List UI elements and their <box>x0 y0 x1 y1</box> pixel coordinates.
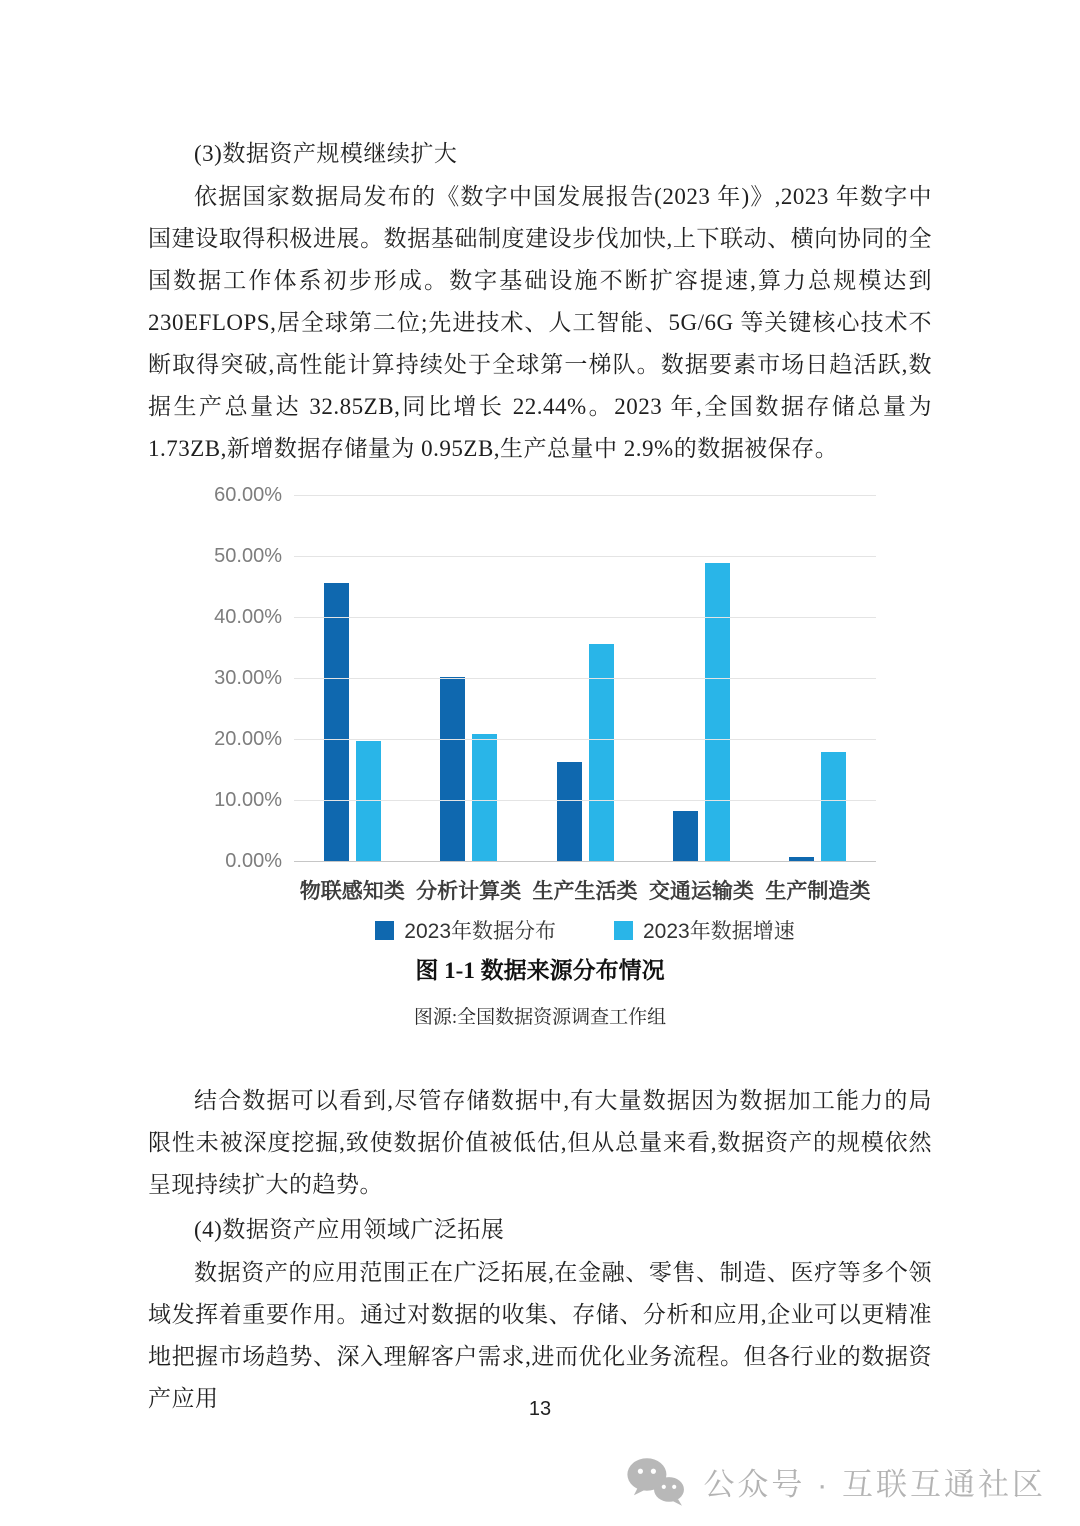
x-axis-label: 分析计算类 <box>416 880 522 903</box>
gridline <box>294 800 876 801</box>
section-heading-3: (3)数据资产规模继续扩大 <box>194 141 458 166</box>
page-number: 13 <box>528 1398 552 1420</box>
chart-legend <box>294 915 876 945</box>
watermark-label: 公众号 · 互联互通社区 <box>703 1466 1046 1502</box>
y-axis-tick: 0.00% <box>225 850 282 872</box>
legend-item <box>614 915 795 945</box>
gridline <box>294 678 876 679</box>
y-axis-tick: 40.00% <box>214 606 282 628</box>
legend-label: 2023年数据增速 <box>643 920 795 943</box>
bar <box>705 563 730 861</box>
paragraph-3: 数据资产的应用范围正在广泛拓展,在金融、零售、制造、医疗等多个领域发挥着重要作用。通过对数据的收集、存储、分析和应用,企业可以更精准地把握市场趋势、深入理解客户需求,进而优化业务流程。但各行业的数据资产应用 <box>148 1260 932 1411</box>
paragraph-2: 结合数据可以看到,尽管存储数据中,有大量数据因为数据加工能力的局限性未被深度挖掘,致使数据价值被低估,但从总量来看,数据资产的规模依然呈现持续扩大的趋势。 <box>148 1088 932 1197</box>
y-axis-tick: 10.00% <box>214 789 282 811</box>
legend-item <box>375 915 556 945</box>
paragraph-1: 依据国家数据局发布的《数字中国发展报告(2023 年)》,2023 年数字中国建设取得积极进展。数据基础制度建设步伐加快,上下联动、横向协同的全国数据工作体系初步形成。数字基础设施不断扩容提速,算力总规模达到230EFLOPS,居全球第二位;先进技术、人工智能、5G/6G 等关键核心技术不断取得突破,高性能计算持续处于全球第一梯队。数据要素市场日趋活跃,数据生产总量达 32.85ZB,同比增长 22.44%。2023 年,全国数据存储总量为 1.73ZB,新增数据存储量为 0.95ZB,生产总量中 2.9%的数据被保存。 <box>148 184 932 461</box>
gridline <box>294 739 876 740</box>
bar <box>356 741 381 861</box>
y-axis-tick: 60.00% <box>214 484 282 506</box>
chart-plot <box>294 495 876 861</box>
y-axis-tick: 50.00% <box>214 545 282 567</box>
x-axis-label: 生产制造类 <box>765 880 871 903</box>
bar <box>472 734 497 861</box>
wechat-watermark <box>623 1452 1046 1510</box>
x-axis-label: 交通运输类 <box>648 880 754 903</box>
x-axis-label: 物联感知类 <box>299 880 405 903</box>
bar <box>440 677 465 861</box>
bar <box>589 644 614 861</box>
bar <box>324 583 349 861</box>
legend-swatch <box>614 921 633 940</box>
y-axis-tick: 20.00% <box>214 728 282 750</box>
chart-x-labels <box>294 875 876 905</box>
bar <box>557 762 582 861</box>
wechat-icon <box>623 1455 689 1507</box>
bar <box>673 811 698 861</box>
x-axis-label: 生产生活类 <box>532 880 638 903</box>
section-heading-4: (4)数据资产应用领域广泛拓展 <box>194 1217 505 1242</box>
gridline <box>294 556 876 557</box>
figure-source: 图源:全国数据资源调查工作组 <box>413 1007 667 1028</box>
bar <box>821 752 846 861</box>
legend-swatch <box>375 921 394 940</box>
legend-label: 2023年数据分布 <box>404 920 556 943</box>
gridline <box>294 617 876 618</box>
gridline <box>294 861 876 862</box>
bar-chart <box>148 483 932 953</box>
figure-caption: 图 1-1 数据来源分布情况 <box>415 958 665 983</box>
gridline <box>294 495 876 496</box>
y-axis-tick: 30.00% <box>214 667 282 689</box>
